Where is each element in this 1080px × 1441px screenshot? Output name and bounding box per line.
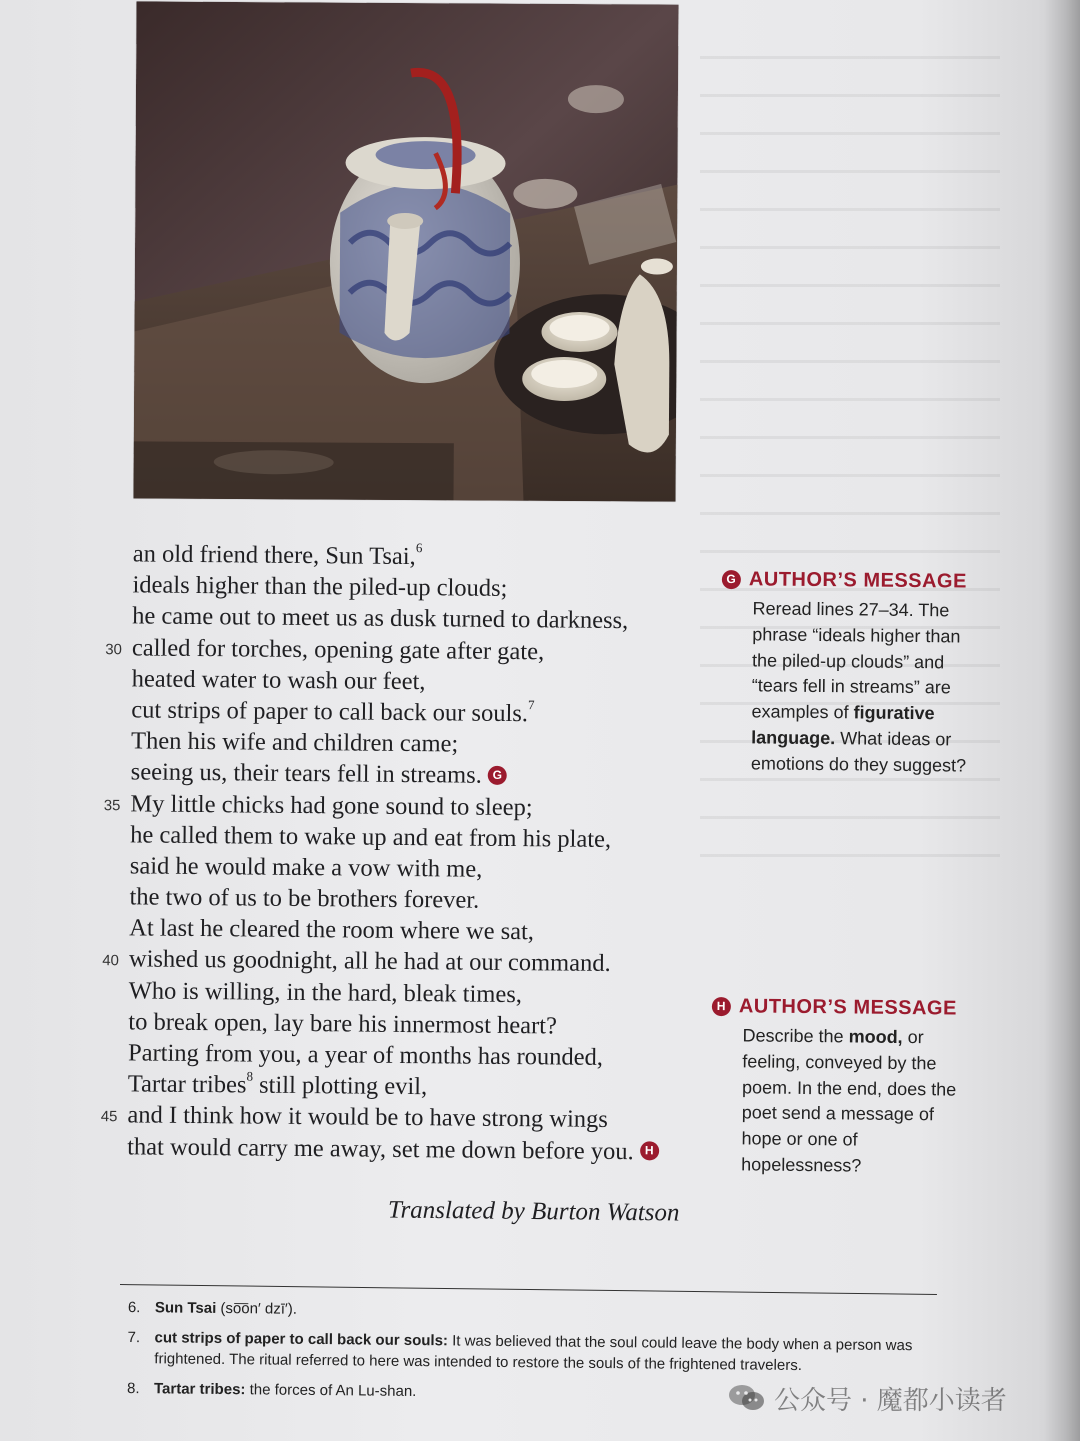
line-text [133, 538, 423, 572]
line-number: 30 [105, 640, 123, 658]
line-text: to break open, lay bare his innermost heart? [128, 1008, 558, 1040]
footnote-ref: 8 [246, 1068, 254, 1084]
line-text: and I think how it would be to have strong wings [127, 1101, 608, 1134]
note-text: What ideas or emotions do they suggest? [750, 728, 967, 776]
line-text: Parting from you, a year of months has rounded, [127, 1039, 604, 1071]
line-number: 45 [100, 1108, 118, 1126]
footnote-term: cut strips of paper to call back our souls: [154, 1329, 449, 1350]
line-text [128, 1069, 428, 1103]
watermark [728, 1380, 1007, 1416]
annotation-marker-g: G [488, 766, 507, 785]
line-text [131, 694, 534, 729]
note-title: AUTHOR’S MESSAGE [748, 568, 968, 593]
line-text [127, 1131, 659, 1167]
footnote-number: 7. [127, 1328, 141, 1347]
note-key-term: mood, [848, 1026, 903, 1047]
line-text: said he would make a vow with me, [129, 852, 483, 883]
teapot-photo [133, 1, 678, 501]
line-text: he came out to meet us as dusk turned to darkness, [132, 602, 629, 635]
note-title: AUTHOR’S MESSAGE [738, 995, 958, 1020]
line-text-continued: still plotting evil, [252, 1071, 428, 1101]
poem [89, 538, 715, 1168]
line-text-content: that would carry me away, set me down before you. [127, 1132, 634, 1165]
line-text-content: seeing us, their tears fell in streams. [130, 758, 482, 790]
translator-credit: Translated by Burton Watson [387, 1196, 680, 1227]
annotation-marker-h: H [712, 997, 731, 1016]
line-text-content: Tartar tribes [127, 1070, 247, 1099]
line-text [131, 757, 507, 792]
annotation-marker-g: G [722, 570, 741, 589]
note-text: Describe the [742, 1025, 849, 1047]
line-text-content: cut strips of paper to call back our souls. [131, 696, 529, 728]
footnote-text: the forces of An Lu-shan. [245, 1381, 417, 1401]
author-message-note-h [710, 995, 962, 1180]
footnote-ref: 6 [415, 539, 423, 555]
footnote-number: 6. [127, 1298, 141, 1317]
line-number: 35 [103, 796, 121, 814]
wechat-icon [728, 1383, 766, 1413]
line-text: ideals higher than the piled-up clouds; [132, 571, 508, 603]
note-text: Reread lines 27–34. The phrase “ideals higher than the piled-up clouds” and “tears fell in streams” are examples of [751, 598, 961, 723]
page-gutter-shadow [1044, 0, 1080, 1441]
line-text: heated water to wash our feet, [131, 665, 426, 695]
line-text: the two of us to be brothers forever. [129, 883, 480, 914]
line-number: 40 [102, 952, 120, 970]
footnote-number: 8. [126, 1379, 140, 1398]
footnote-term: Sun Tsai [154, 1299, 217, 1317]
footnote-ref: 7 [528, 696, 535, 713]
line-text: he called them to wake up and eat from his plate, [130, 821, 612, 853]
footnote [127, 1327, 947, 1378]
line-text: Then his wife and children came; [130, 727, 459, 758]
line-text: At last he cleared the room where we sat, [129, 914, 535, 946]
line-text-content: an old friend there, Sun Tsai, [132, 540, 416, 571]
annotation-marker-h: H [640, 1142, 659, 1161]
line-text: My little chicks had gone sound to sleep; [130, 789, 533, 821]
note-heading [722, 568, 972, 594]
line-text: wished us goodnight, all he had at our command. [128, 945, 611, 978]
footnote-text: (so͞on′ dzī′). [216, 1299, 298, 1318]
teapot-photo-illustration [133, 1, 678, 501]
author-message-note-g [720, 568, 972, 779]
note-body [751, 596, 972, 779]
poem-line [89, 1131, 709, 1168]
note-heading [712, 995, 962, 1021]
watermark-text: 公众号 · 魔都小读者 [774, 1385, 1007, 1416]
footnote-term: Tartar tribes: [153, 1380, 246, 1399]
footnote-text: It was believed that the soul could leave the body when a person was frightened. The ritual referred to here was intended to restore the souls of the frightened travelers. [154, 1332, 913, 1375]
line-text: Who is willing, in the hard, bleak times, [128, 976, 523, 1008]
note-text: or feeling, conveyed by the poem. In the end, does the poet send a message of hope or one of hopelessness? [741, 1026, 957, 1176]
line-text: called for torches, opening gate after gate, [131, 633, 545, 665]
note-body [741, 1023, 962, 1180]
note-key-term: figurative language. [751, 702, 935, 749]
